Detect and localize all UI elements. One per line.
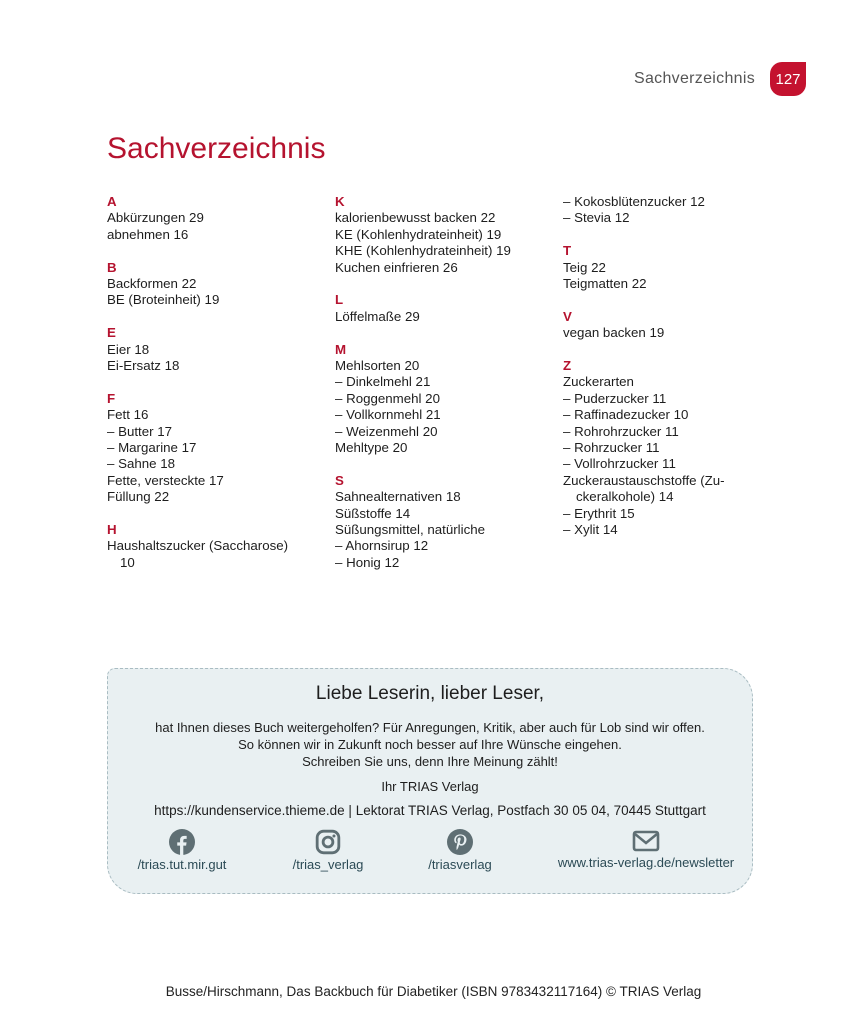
index-group	[563, 309, 788, 342]
index-entry: – Margarine 17	[107, 440, 197, 456]
index-entry: – Puderzucker 11	[563, 390, 667, 406]
index-group	[107, 260, 332, 309]
index-letter: K	[335, 194, 345, 209]
index-entry: – Weizenmehl 20	[335, 423, 438, 439]
index-entry: – Stevia 12	[563, 210, 630, 226]
index-entry: Mehlsorten 20	[335, 358, 420, 374]
index-entry: – Sahne 18	[107, 456, 176, 472]
index-letter: E	[107, 325, 116, 341]
index-entry: Haushaltszucker (Saccharose)	[107, 538, 289, 554]
index-group	[107, 325, 332, 374]
index-entry: – Erythrit 15	[563, 505, 635, 521]
index-entry: – Raffinadezucker 10	[563, 407, 689, 423]
index-entry: Füllung 22	[107, 489, 170, 505]
index-entry: Süßstoffe 14	[335, 505, 411, 521]
feedback-signature: Ihr TRIAS Verlag	[381, 779, 479, 794]
feedback-line: hat Ihnen dieses Buch weitergeholfen? Für Anregungen, Kritik, aber auch für Lob sind wir offen.	[155, 720, 705, 735]
page-number-badge: 127	[770, 62, 806, 96]
index-entry: – Butter 17	[107, 423, 173, 439]
index-letter: L	[335, 292, 344, 308]
index-entry: – Ahornsirup 12	[335, 538, 429, 554]
pinterest-icon	[447, 829, 473, 855]
index-entry: KE (Kohlenhydrateinheit) 19	[335, 226, 502, 242]
index-entry: Teig 22	[563, 259, 606, 275]
facebook-icon	[169, 829, 195, 855]
index-group	[563, 194, 788, 227]
index-entry: Mehltype 20	[335, 440, 408, 456]
index-entry: Zuckerarten	[563, 374, 634, 390]
index-entry: Fett 16	[107, 407, 149, 423]
index-entry: – Vollrohrzucker 11	[563, 456, 676, 472]
index-letter: T	[563, 243, 572, 259]
index-group	[107, 194, 332, 243]
index-group	[563, 358, 788, 538]
index-column-3	[563, 194, 788, 555]
index-group	[335, 342, 560, 457]
index-entry: Süßungsmittel, natürliche	[335, 522, 486, 538]
index-group	[335, 473, 560, 571]
page-footer: Busse/Hirschmann, Das Backbuch für Diabetiker (ISBN 9783432117164) © TRIAS Verlag	[165, 984, 702, 999]
index-letter: A	[107, 194, 117, 209]
social-pinterest[interactable]	[400, 829, 520, 872]
index-entry-continuation: 10	[120, 554, 135, 570]
index-entry: – Honig 12	[335, 554, 400, 570]
index-entry: Kuchen einfrieren 26	[335, 259, 458, 275]
index-entry: Backformen 22	[107, 276, 197, 292]
index-column-1	[107, 194, 332, 588]
index-entry: – Roggenmehl 20	[335, 390, 440, 406]
instagram-icon	[315, 829, 341, 855]
index-entry: KHE (Kohlenhydrateinheit) 19	[335, 243, 511, 259]
feedback-heading: Liebe Leserin, lieber Leser,	[315, 683, 545, 704]
index-group	[107, 522, 332, 571]
index-entry: Löffelmaße 29	[335, 308, 420, 324]
feedback-box	[107, 668, 753, 894]
index-group	[335, 292, 560, 325]
social-label: /trias_verlag	[292, 857, 364, 872]
index-letter: F	[107, 390, 116, 406]
feedback-address[interactable]: https://kundenservice.thieme.de | Lektorat TRIAS Verlag, Postfach 30 05 04, 70445 Stuttgart	[154, 803, 706, 818]
social-label: www.trias-verlag.de/newsletter	[557, 855, 735, 870]
index-entry: – Rohrzucker 11	[563, 440, 660, 456]
index-entry: Fette, versteckte 17	[107, 472, 224, 488]
index-letter: Z	[563, 358, 572, 374]
index-letter: B	[107, 259, 117, 275]
index-entry: Sahnealternativen 18	[335, 489, 461, 505]
index-entry: Eier 18	[107, 341, 150, 357]
index-entry: Abkürzungen 29	[107, 210, 204, 226]
index-letter: S	[335, 472, 344, 488]
index-entry: vegan backen 19	[563, 325, 665, 341]
index-entry: – Rohrohrzucker 11	[563, 423, 679, 439]
index-group	[107, 391, 332, 506]
index-letter: M	[335, 341, 347, 357]
running-title: Sachverzeichnis	[634, 70, 755, 87]
index-entry: Teigmatten 22	[563, 276, 647, 292]
index-entry: – Dinkelmehl 21	[335, 374, 431, 390]
index-letter: H	[107, 522, 117, 538]
page-title: Sachverzeichnis	[107, 132, 326, 165]
index-entry-continuation: ckeralkohole) 14	[576, 489, 674, 505]
feedback-line: Schreiben Sie uns, denn Ihre Meinung zählt!	[302, 754, 558, 769]
social-label: /trias.tut.mir.gut	[137, 857, 227, 872]
index-entry: abnehmen 16	[107, 226, 189, 242]
index-letter: V	[563, 308, 572, 324]
feedback-line: So können wir in Zukunft noch besser auf Ihre Wünsche eingehen.	[238, 737, 622, 752]
index-entry: – Kokosblütenzucker 12	[563, 194, 705, 209]
index-entry: Ei-Ersatz 18	[107, 358, 180, 374]
index-entry: BE (Broteinheit) 19	[107, 292, 220, 308]
index-entry: kalorienbewusst backen 22	[335, 210, 496, 226]
index-group	[335, 194, 560, 276]
social-instagram[interactable]	[268, 829, 388, 872]
social-label: /triasverlag	[428, 857, 492, 872]
social-facebook[interactable]	[122, 829, 242, 872]
index-column-2	[335, 194, 560, 588]
mail-icon	[632, 829, 660, 853]
index-entry: Zuckeraustauschstoffe (Zu-	[563, 472, 725, 488]
index-entry: – Vollkornmehl 21	[335, 407, 441, 423]
social-newsletter[interactable]	[546, 829, 746, 870]
index-entry: – Xylit 14	[563, 522, 618, 538]
index-group	[563, 243, 788, 292]
